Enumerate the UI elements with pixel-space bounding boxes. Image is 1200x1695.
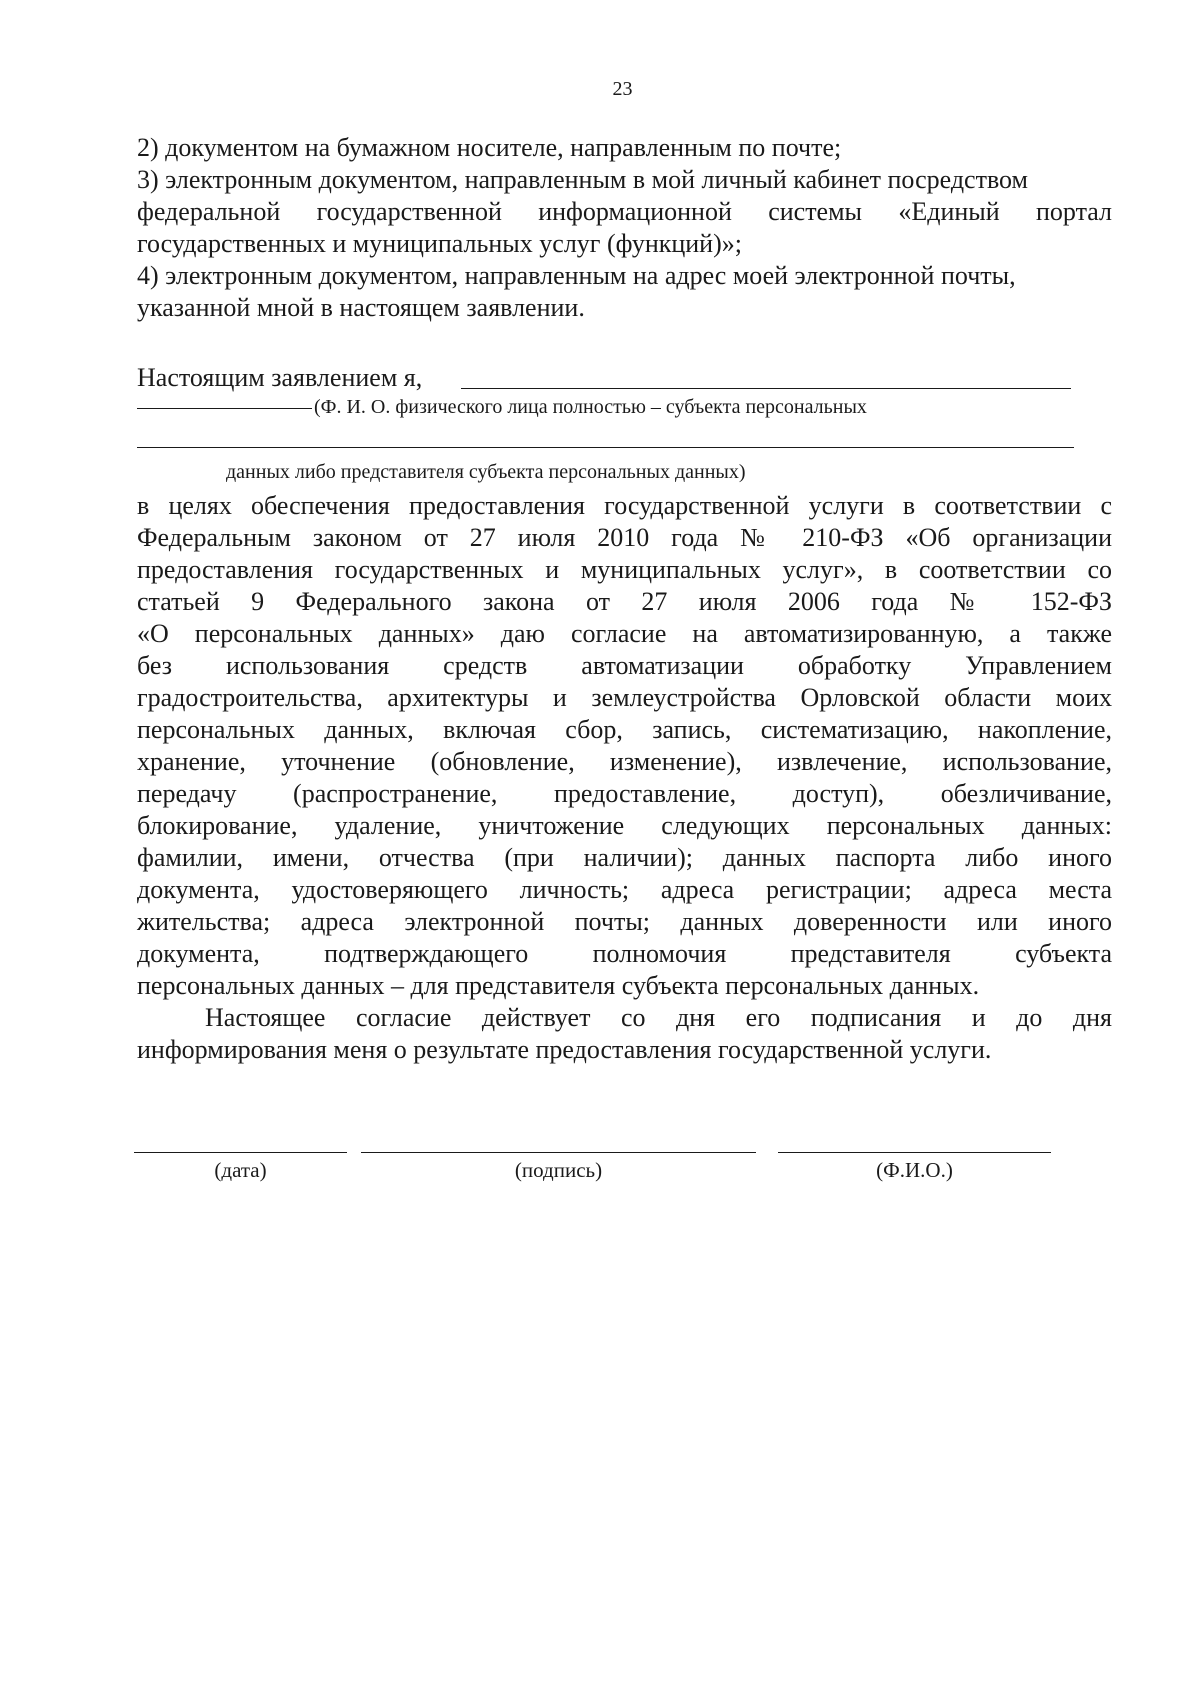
consent-line: «О персональных данных» даю согласие на автоматизированную, а также: [137, 619, 1112, 648]
consent-line: фамилии, имени, отчества (при наличии); данных паспорта либо иного: [137, 843, 1112, 872]
name-field-hint: (Ф. И. О. физического лица полностью – субъекта персональных: [314, 396, 867, 418]
consent-line: документа, подтверждающего полномочия представителя субъекта: [137, 939, 1112, 968]
date-field-line[interactable]: [134, 1152, 347, 1153]
signature-label: (подпись): [514, 1158, 603, 1182]
consent-intro: [137, 362, 1112, 394]
consent-line: персональных данных – для представителя субъекта персональных данных.: [137, 971, 980, 1000]
list-item: федеральной государственной информационной системы «Единый портал: [137, 197, 1112, 226]
consent-line: хранение, уточнение (обновление, изменение), извлечение, использование,: [137, 747, 1112, 776]
list-item: 4) электронным документом, направленным на адрес моей электронной почты,: [137, 261, 1016, 290]
consent-line: градостроительства, архитектуры и землеустройства Орловской области моих: [137, 683, 1112, 712]
fio-label: (Ф.И.О.): [876, 1158, 953, 1182]
consent-line: передачу (распространение, предоставление, доступ), обезличивание,: [137, 779, 1112, 808]
list-item: 2) документом на бумажном носителе, направленным по почте;: [137, 133, 842, 162]
validity-line: информирования меня о результате предоставления государственной услуги.: [137, 1035, 992, 1064]
consent-line: предоставления государственных и муниципальных услуг», в соответствии со: [137, 555, 1112, 584]
consent-line: без использования средств автоматизации обработку Управлением: [137, 651, 1112, 680]
consent-line: блокирование, удаление, уничтожение следующих персональных данных:: [137, 811, 1112, 840]
consent-paragraph: [137, 490, 1112, 1066]
consent-line: Федеральным законом от 27 июля 2010 года № 210-ФЗ «Об организации: [137, 523, 1112, 552]
name-field-line-2[interactable]: [137, 447, 1074, 448]
page-number: 23: [612, 78, 633, 100]
consent-line: персональных данных, включая сбор, запись, систематизацию, накопление,: [137, 715, 1112, 744]
list-item: государственных и муниципальных услуг (функций)»;: [137, 229, 742, 258]
consent-line: в целях обеспечения предоставления государственной услуги в соответствии с: [137, 491, 1112, 520]
consent-intro-text: Настоящим заявлением я,: [137, 363, 423, 392]
consent-line: жительства; адреса электронной почты; данных доверенности или иного: [137, 907, 1112, 936]
list-item: 3) электронным документом, направленным в мой личный кабинет посредством: [137, 165, 1029, 194]
consent-line: документа, удостоверяющего личность; адреса регистрации; адреса места: [137, 875, 1112, 904]
date-label: (дата): [214, 1158, 267, 1182]
name-field-hint-2: данных либо представителя субъекта персональных данных): [226, 461, 746, 483]
name-hint-lead-line: [137, 408, 312, 409]
signature-field-line[interactable]: [361, 1152, 756, 1153]
validity-line: Настоящее согласие действует со дня его подписания и до дня: [205, 1003, 1112, 1032]
consent-line: статьей 9 Федерального закона от 27 июля 2006 года № 152-ФЗ: [137, 587, 1112, 616]
name-field-line[interactable]: [461, 388, 1071, 389]
fio-field-line[interactable]: [778, 1152, 1051, 1153]
list-item: указанной мной в настоящем заявлении.: [137, 293, 585, 322]
delivery-method-list: [137, 132, 1112, 324]
